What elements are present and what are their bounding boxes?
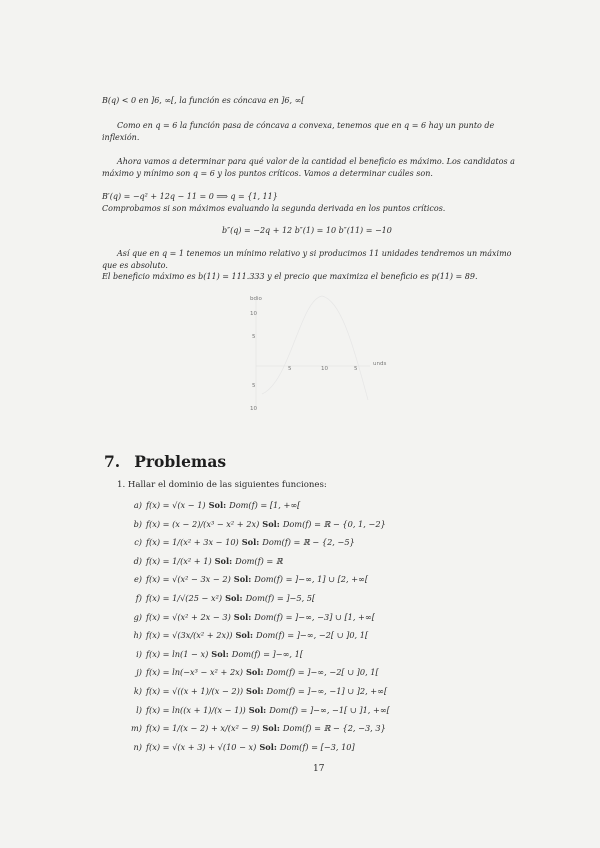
item-domain: Dom(f) = ℝ − {2, −3, 3} xyxy=(282,723,386,734)
item-function: f(x) = ln((x + 1)/(x − 1)) xyxy=(146,704,246,715)
item-label: a) xyxy=(133,500,142,510)
item-domain: Dom(f) = ]−∞, −2[ ∪ ]0, 1[ xyxy=(266,667,379,678)
item-sol: Sol: xyxy=(214,555,233,566)
text-line-max-benefit: El beneficio máximo es b(11) = 111.333 y el precio que maximiza el beneficio es p(11) = 89. xyxy=(102,272,478,281)
list-item xyxy=(118,498,390,517)
item-domain: Dom(f) = [1, +∞[ xyxy=(229,500,301,510)
section-number: 7. xyxy=(104,452,121,471)
item-label: l) xyxy=(136,704,142,715)
item-sol: Sol: xyxy=(248,704,267,715)
item-function: f(x) = √(x² + 2x − 3) xyxy=(146,611,231,622)
item-function: f(x) = 1/(x² + 3x − 10) xyxy=(146,537,239,548)
text-line-conclusion-2: que es absoluto. xyxy=(102,261,168,270)
item-function: f(x) = √(3x/(x² + 2x)) xyxy=(146,630,233,641)
text-line-maximum-1: Ahora vamos a determinar para qué valor de la cantidad el beneficio es máximo. Los candidatos a xyxy=(117,157,515,166)
item-function: f(x) = 1/(x² + 1) xyxy=(146,555,212,566)
item-label: i) xyxy=(136,648,142,659)
item-sol: Sol: xyxy=(235,630,253,641)
text-line-maximum-2: máximo y mínimo son q = 6 y los puntos críticos. Vamos a determinar cuáles son. xyxy=(102,169,433,178)
item-label: g) xyxy=(133,611,142,622)
list-item xyxy=(118,572,390,591)
list-item xyxy=(118,517,390,536)
list-item xyxy=(118,591,390,610)
graph-tick-label: 5 xyxy=(354,366,358,372)
item-label: h) xyxy=(133,630,142,641)
list-item xyxy=(118,703,390,722)
graph-tick-label: 5 xyxy=(288,366,292,372)
item-sol: Sol: xyxy=(233,611,252,622)
text-line-inflection-2: inflexión. xyxy=(102,133,140,142)
item-function: f(x) = √(x² − 3x − 2) xyxy=(146,574,231,585)
item-domain: Dom(f) = ]−∞, −1[ ∪ ]1, +∞[ xyxy=(269,704,390,715)
list-item xyxy=(118,554,390,573)
item-sol: Sol: xyxy=(259,741,277,752)
item-label: m) xyxy=(131,723,142,734)
item-function: f(x) = 1/(x − 2) + x/(x² − 9) xyxy=(146,723,260,734)
text-line-check: Comprobamos si son máximos evaluando la segunda derivada en los puntos críticos. xyxy=(102,204,446,213)
item-label: f) xyxy=(135,592,142,603)
item-label: d) xyxy=(133,555,142,566)
item-function: f(x) = √((x + 1)/(x − 2)) xyxy=(146,685,244,696)
item-domain: Dom(f) = ]−∞, 1[ xyxy=(231,648,304,659)
item-sol: Sol: xyxy=(225,592,243,603)
item-function: f(x) = ln(1 − x) xyxy=(146,648,209,659)
graph-tick-label: 10 xyxy=(250,406,257,412)
item-domain: Dom(f) = ]−∞, −1] ∪ ]2, +∞[ xyxy=(266,685,388,696)
item-domain: Dom(f) = ]−∞, −2[ ∪ ]0, 1[ xyxy=(256,630,369,641)
graph-tick-label: 10 xyxy=(321,366,328,372)
item-label: e) xyxy=(133,574,142,585)
problem-list xyxy=(118,498,390,758)
text-line-conclusion-1: Así que en q = 1 tenemos un mínimo relativo y si producimos 11 unidades tendremos un máximo xyxy=(117,249,512,258)
equation-derivative: B′(q) = −q² + 12q − 11 = 0 ⟹ q = {1, 11} xyxy=(102,192,278,201)
item-domain: Dom(f) = ℝ − {0, 1, −2} xyxy=(282,518,386,529)
item-function: f(x) = (x − 2)/(x³ − x² + 2x) xyxy=(146,518,260,529)
item-function: f(x) = √(x − 1) xyxy=(146,500,206,510)
section-title xyxy=(104,452,226,471)
graph-tick-label: 5 xyxy=(252,334,256,340)
item-function: f(x) = √(x + 3) + √(10 − x) xyxy=(146,741,257,752)
item-domain: Dom(f) = ]−5, 5[ xyxy=(245,592,316,603)
item-sol: Sol: xyxy=(208,500,227,510)
graph-curve xyxy=(262,296,368,400)
item-sol: Sol: xyxy=(262,518,280,529)
problem-statement: 1. Hallar el dominio de las siguientes funciones: xyxy=(117,480,327,490)
list-item xyxy=(118,535,390,554)
item-sol: Sol: xyxy=(233,574,252,585)
list-item xyxy=(118,610,390,629)
graph-y-title: bdio xyxy=(250,296,262,302)
item-sol: Sol: xyxy=(211,648,229,659)
graph-tick-label: 5 xyxy=(252,383,256,389)
item-function: f(x) = ln(−x³ − x² + 2x) xyxy=(146,667,243,678)
list-item xyxy=(118,740,390,759)
item-sol: Sol: xyxy=(246,685,264,696)
page-number: 17 xyxy=(313,764,325,774)
item-function: f(x) = 1/√(25 − x²) xyxy=(146,592,223,603)
item-domain: Dom(f) = ℝ − {2, −5} xyxy=(262,537,355,548)
item-domain: Dom(f) = ℝ xyxy=(235,555,283,566)
list-item xyxy=(118,684,390,703)
item-label: n) xyxy=(133,741,142,752)
item-sol: Sol: xyxy=(262,723,280,734)
list-item xyxy=(118,665,390,684)
graph-x-title: unds xyxy=(373,361,387,367)
text-line-inflection-1: Como en q = 6 la función pasa de cóncava a convexa, tenemos que en q = 6 hay un punto de xyxy=(117,121,495,130)
list-item xyxy=(118,628,390,647)
item-label: c) xyxy=(134,537,142,548)
graph-tick-label: 10 xyxy=(250,311,257,317)
item-label: k) xyxy=(133,685,142,696)
item-label: j) xyxy=(136,667,142,678)
item-sol: Sol: xyxy=(241,537,260,548)
item-label: b) xyxy=(133,518,142,529)
list-item xyxy=(118,721,390,740)
item-domain: Dom(f) = ]−∞, 1] ∪ [2, +∞[ xyxy=(254,574,369,585)
text-line-concavity: B(q) < 0 en ]6, ∞[, la función es cóncava en ]6, ∞[ xyxy=(102,96,305,105)
equation-second-derivative: b″(q) = −2q + 12 b″(1) = 10 b″(11) = −10 xyxy=(222,226,392,235)
list-item xyxy=(118,647,390,666)
item-domain: Dom(f) = [−3, 10] xyxy=(279,741,355,752)
item-domain: Dom(f) = ]−∞, −3] ∪ [1, +∞[ xyxy=(254,611,375,622)
item-sol: Sol: xyxy=(246,667,264,678)
section-heading: Problemas xyxy=(134,452,227,471)
